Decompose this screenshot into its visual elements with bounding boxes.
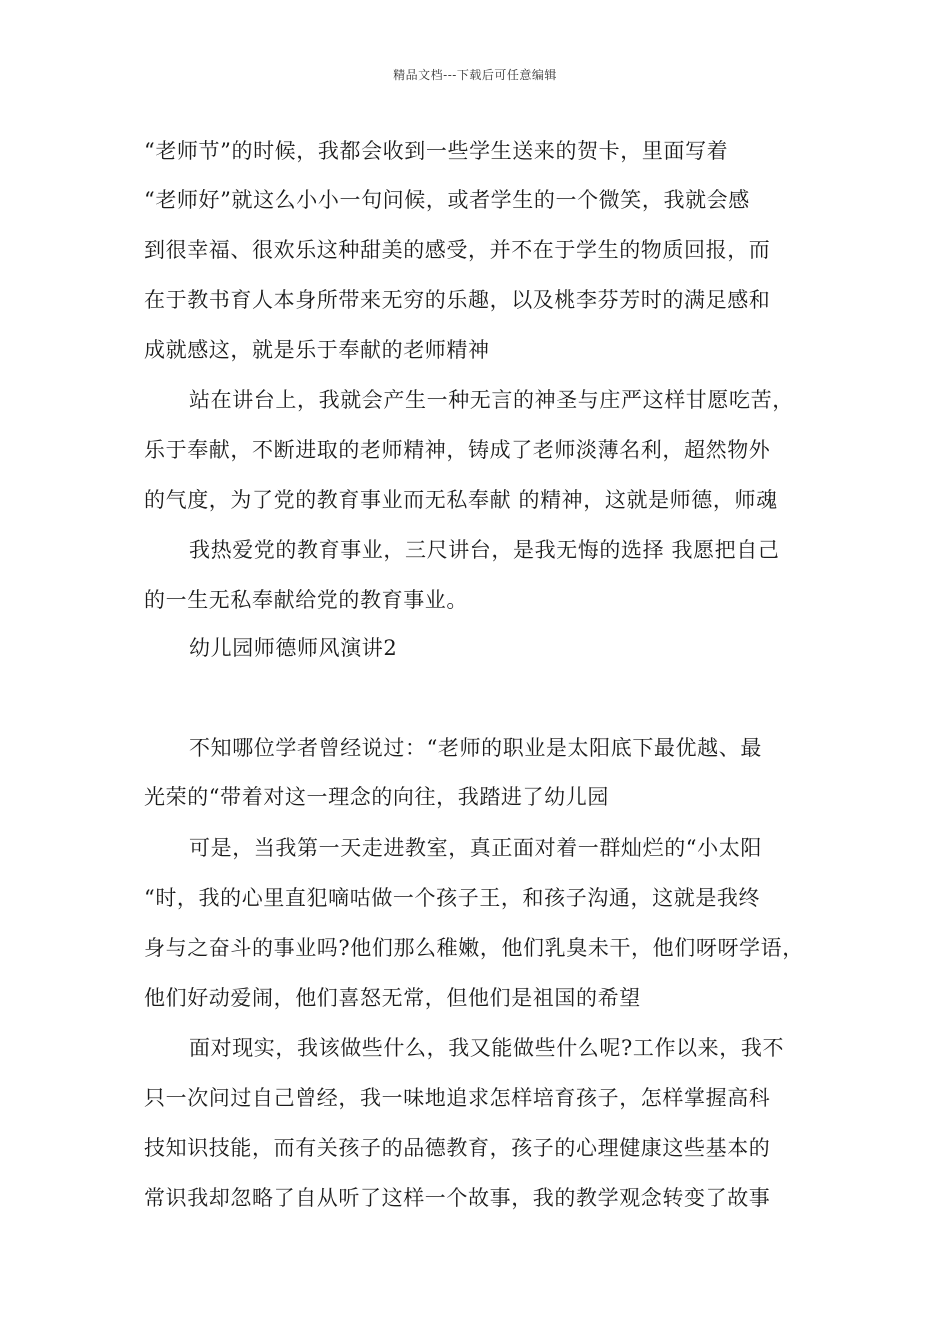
text-line: 技知识技能，而有关孩子的品德教育，孩子的心理健康这些基本的 — [144, 1136, 771, 1160]
page-header: 精品文档---下载后可任意编辑 — [393, 68, 557, 82]
text-line: “老师好”就这么小小一句问候，或者学生的一个微笑，我就会感 — [144, 188, 750, 212]
text-line: 不知哪位学者曾经说过：“老师的职业是太阳底下最优越、最 — [189, 736, 762, 760]
text-line: 面对现实，我该做些什么，我又能做些什么呢?工作以来，我不 — [189, 1036, 785, 1060]
section-heading: 幼儿园师德师风演讲2 — [189, 636, 398, 660]
text-line: 可是，当我第一天走进教室，真正面对着一群灿烂的“小太阳 — [189, 836, 762, 860]
text-line: 我热爱党的教育事业，三尺讲台，是我无悔的选择 我愿把自己 — [189, 538, 780, 562]
text-line: 到很幸福、很欢乐这种甜美的感受，并不在于学生的物质回报，而 — [144, 238, 771, 262]
text-line: “老师节”的时候，我都会收到一些学生送来的贺卡，里面写着 — [144, 139, 729, 163]
text-line: 乐于奉献，不断进取的老师精神，铸成了老师淡薄名利，超然物外 — [144, 438, 771, 462]
text-line: “时，我的心里直犯嘀咕做一个孩子王，和孩子沟通，这就是我终 — [144, 886, 761, 910]
text-line: 只一次问过自己曾经，我一味地追求怎样培育孩子，怎样掌握高科 — [144, 1086, 771, 1110]
text-line: 成就感这，就是乐于奉献的老师精神 — [144, 338, 490, 362]
text-line: 的一生无私奉献给党的教育事业。 — [144, 588, 468, 612]
text-line: 的气度，为了党的教育事业而无私奉献 的精神，这就是师德，师魂 — [144, 488, 778, 512]
text-line: 身与之奋斗的事业吗?他们那么稚嫩，他们乳臭未干，他们呀呀学语， — [144, 936, 804, 960]
text-line: 常识我却忽略了自从听了这样一个故事，我的教学观念转变了故事 — [144, 1186, 771, 1210]
text-line: 站在讲台上，我就会产生一种无言的神圣与庄严这样甘愿吃苦， — [189, 388, 794, 412]
text-line: 光荣的“带着对这一理念的向往，我踏进了幼儿园 — [144, 785, 609, 809]
text-line: 在于教书育人本身所带来无穷的乐趣，以及桃李芬芳时的满足感和 — [144, 288, 771, 312]
text-line: 他们好动爱闹，他们喜怒无常，但他们是祖国的希望 — [144, 986, 641, 1010]
